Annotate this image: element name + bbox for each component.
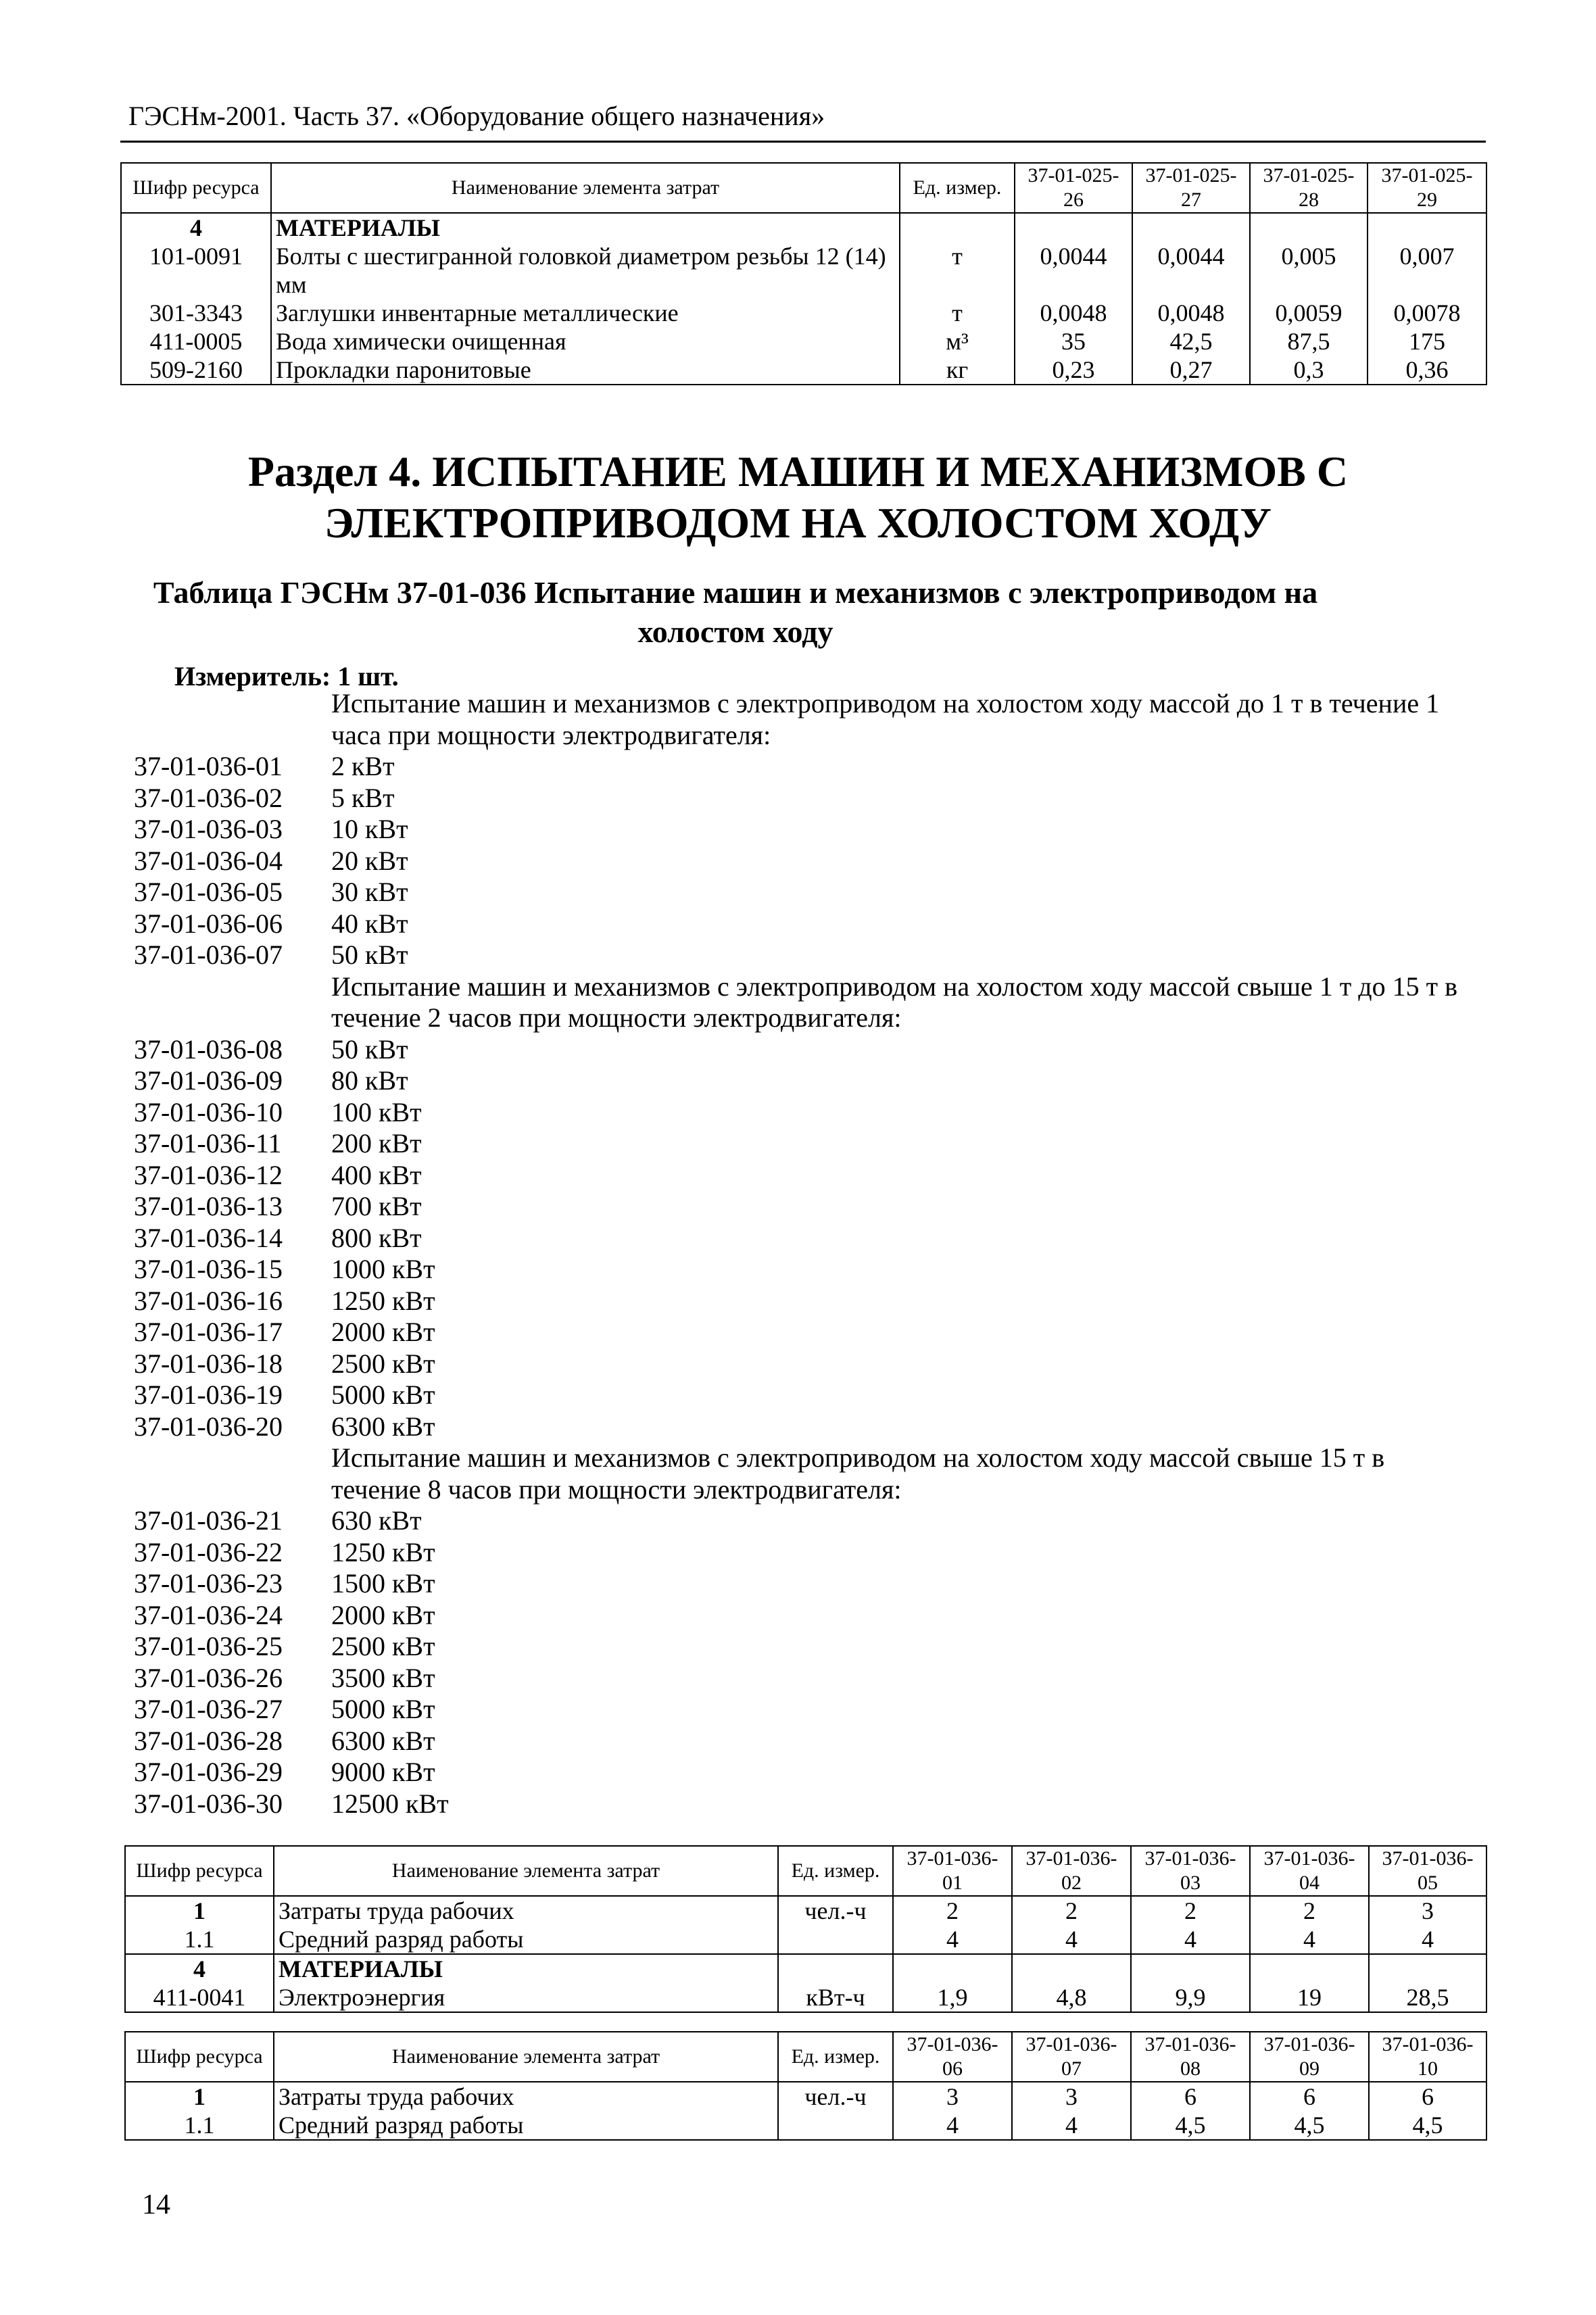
header-col: 37-01-036-05 xyxy=(1369,1846,1486,1896)
item-code: 37-01-036-04 xyxy=(134,845,283,876)
item-value: 1250 кВт xyxy=(331,1536,435,1567)
item-code: 37-01-036-30 xyxy=(134,1788,283,1819)
item-code: 37-01-036-25 xyxy=(134,1631,283,1661)
list-item xyxy=(134,1254,1472,1286)
page-header: ГЭСНм-2001. Часть 37. «Оборудование общего назначения» xyxy=(128,101,825,131)
header-col: 37-01-036-01 xyxy=(893,1846,1012,1896)
header-col: 37-01-025-28 xyxy=(1250,163,1368,213)
list-item xyxy=(134,908,1472,940)
cell-name: Средний разряд работы xyxy=(274,1925,778,1954)
cell-value: 4,8 xyxy=(1012,1983,1131,2012)
item-code: 37-01-036-21 xyxy=(134,1505,283,1536)
item-value: 6300 кВт xyxy=(331,1411,435,1442)
item-value: 2000 кВт xyxy=(331,1599,435,1630)
table-row xyxy=(121,213,1486,242)
item-code: 37-01-036-07 xyxy=(134,940,283,970)
list-item xyxy=(134,1568,1472,1600)
header-name: Наименование элемента затрат xyxy=(274,2032,778,2082)
list-item xyxy=(134,1065,1472,1097)
cell-code: 411-0041 xyxy=(125,1983,274,2012)
item-value: 80 кВт xyxy=(331,1065,408,1096)
list-item xyxy=(134,1505,1472,1537)
item-value: 630 кВт xyxy=(331,1505,422,1536)
cell-code: 1 xyxy=(125,1896,274,1925)
cell-value: 4 xyxy=(1012,2111,1131,2140)
section-title-line: ЭЛЕКТРОПРИВОДОМ НА ХОЛОСТОМ ХОДУ xyxy=(324,499,1272,547)
cell-name: Заглушки инвентарные металлические xyxy=(271,299,900,327)
cell-value: 0,0059 xyxy=(1250,299,1368,327)
item-code: 37-01-036-24 xyxy=(134,1599,283,1630)
item-value: 400 кВт xyxy=(331,1159,422,1190)
list-item xyxy=(134,1097,1472,1129)
table-header-row xyxy=(121,163,1486,213)
cell-value: 4,5 xyxy=(1250,2111,1369,2140)
item-value: 40 кВт xyxy=(331,908,408,939)
item-value: 9000 кВт xyxy=(331,1757,435,1787)
header-col: 37-01-036-09 xyxy=(1250,2032,1369,2082)
cell-name: Болты с шестигранной головкой диаметром резьбы 12 (14) мм xyxy=(271,242,900,299)
item-code: 37-01-036-15 xyxy=(134,1254,283,1284)
item-value: 200 кВт xyxy=(331,1128,422,1159)
header-col: 37-01-036-10 xyxy=(1369,2032,1486,2082)
cell-value xyxy=(1250,1954,1369,1983)
table-title-line: Таблица ГЭСНм 37-01-036 Испытание машин и механизмов с электроприводом на xyxy=(153,575,1318,610)
cell-name: Затраты труда рабочих xyxy=(274,2082,778,2111)
cell-value: 2 xyxy=(1012,1896,1131,1925)
cell-value: 2 xyxy=(1131,1896,1250,1925)
list-item xyxy=(134,1788,1472,1820)
item-value: 2 кВт xyxy=(331,751,395,781)
item-value: 2000 кВт xyxy=(331,1317,435,1347)
meter-label: Измеритель: 1 шт. xyxy=(174,661,399,691)
cell-unit xyxy=(900,213,1015,242)
section-title-line: Раздел 4. ИСПЫТАНИЕ МАШИН И МЕХАНИЗМОВ С xyxy=(247,447,1349,495)
cell-value: 35 xyxy=(1015,327,1132,356)
table-header-row xyxy=(125,1846,1486,1896)
cell-value: 19 xyxy=(1250,1983,1369,2012)
item-code: 37-01-036-17 xyxy=(134,1317,283,1347)
cell-value: 9,9 xyxy=(1131,1983,1250,2012)
header-code: Шифр ресурса xyxy=(121,163,271,213)
cell-value: 0,0048 xyxy=(1132,299,1250,327)
item-value: 100 кВт xyxy=(331,1096,422,1127)
cell-value: 4 xyxy=(893,1925,1012,1954)
item-value: 3500 кВт xyxy=(331,1662,435,1693)
cell-name: Электроэнергия xyxy=(274,1983,778,2012)
cell-value xyxy=(1250,213,1368,242)
item-code: 37-01-036-10 xyxy=(134,1096,283,1127)
resource-table-036-b xyxy=(124,2031,1487,2141)
list-item xyxy=(134,1348,1472,1380)
header-col: 37-01-025-29 xyxy=(1368,163,1486,213)
cell-value: 175 xyxy=(1368,327,1486,356)
cell-value xyxy=(1369,1954,1486,1983)
cell-value: 6 xyxy=(1369,2082,1486,2111)
item-code: 37-01-036-05 xyxy=(134,877,283,907)
list-item xyxy=(134,1663,1472,1695)
list-item xyxy=(134,1128,1472,1160)
item-value: 5000 кВт xyxy=(331,1380,435,1410)
cell-value: 4 xyxy=(893,2111,1012,2140)
cell-unit: чел.-ч xyxy=(778,2082,893,2111)
item-value: 10 кВт xyxy=(331,814,408,844)
list-item xyxy=(134,1160,1472,1192)
item-value: 2500 кВт xyxy=(331,1631,435,1661)
resource-table-025 xyxy=(120,162,1487,385)
cell-unit: кВт-ч xyxy=(778,1983,893,2012)
cell-code: 1.1 xyxy=(125,1925,274,1954)
cell-value: 3 xyxy=(1369,1896,1486,1925)
item-code: 37-01-036-16 xyxy=(134,1285,283,1316)
cell-value: 0,23 xyxy=(1015,356,1132,385)
page-number: 14 xyxy=(142,2189,170,2220)
cell-value: 87,5 xyxy=(1250,327,1368,356)
group-description: Испытание машин и механизмов с электроприводом на холостом ходу массой до 1 т в течение 1 часа при мощности электродвигателя: xyxy=(331,688,1440,750)
group-description: Испытание машин и механизмов с электроприводом на холостом ходу массой свыше 15 т в течение 8 часов при мощности электродвигателя: xyxy=(331,1442,1385,1505)
list-item xyxy=(134,1223,1472,1254)
item-value: 5 кВт xyxy=(331,782,395,813)
cell-value: 0,36 xyxy=(1368,356,1486,385)
item-value: 700 кВт xyxy=(331,1191,422,1221)
cell-value: 2 xyxy=(1250,1896,1369,1925)
cell-value: 0,0044 xyxy=(1015,242,1132,299)
table-row xyxy=(125,1983,1486,2012)
item-code: 37-01-036-18 xyxy=(134,1348,283,1379)
item-code: 37-01-036-22 xyxy=(134,1536,283,1567)
item-code: 37-01-036-28 xyxy=(134,1725,283,1756)
header-unit: Ед. измер. xyxy=(900,163,1015,213)
item-value: 1500 кВт xyxy=(331,1568,435,1599)
cell-value: 28,5 xyxy=(1369,1983,1486,2012)
item-code: 37-01-036-29 xyxy=(134,1757,283,1787)
table-row xyxy=(125,1954,1486,1983)
cell-value xyxy=(1012,1954,1131,1983)
table-row xyxy=(125,1925,1486,1954)
cell-value: 6 xyxy=(1250,2082,1369,2111)
cell-value: 4 xyxy=(1131,1925,1250,1954)
item-value: 6300 кВт xyxy=(331,1725,435,1756)
list-item xyxy=(134,1726,1472,1757)
cell-value: 0,0078 xyxy=(1368,299,1486,327)
cell-value: 0,27 xyxy=(1132,356,1250,385)
cell-value: 0,3 xyxy=(1250,356,1368,385)
list-item xyxy=(134,1411,1472,1443)
item-code: 37-01-036-23 xyxy=(134,1568,283,1599)
table-row xyxy=(121,242,1486,299)
header-col: 37-01-036-06 xyxy=(893,2032,1012,2082)
item-value: 1000 кВт xyxy=(331,1254,435,1284)
list-item xyxy=(134,1537,1472,1569)
cell-code: 411-0005 xyxy=(121,327,271,356)
item-code: 37-01-036-06 xyxy=(134,908,283,939)
item-code: 37-01-036-13 xyxy=(134,1191,283,1221)
item-code: 37-01-036-09 xyxy=(134,1065,283,1096)
table-header-row xyxy=(125,2032,1486,2082)
header-col: 37-01-036-04 xyxy=(1250,1846,1369,1896)
item-value: 12500 кВт xyxy=(331,1788,449,1819)
cell-name: Затраты труда рабочих xyxy=(274,1896,778,1925)
item-value: 2500 кВт xyxy=(331,1348,435,1379)
list-item xyxy=(134,1694,1472,1726)
table-row xyxy=(121,327,1486,356)
cell-value: 0,0044 xyxy=(1132,242,1250,299)
list-item xyxy=(134,751,1472,783)
header-col: 37-01-036-03 xyxy=(1131,1846,1250,1896)
item-code: 37-01-036-19 xyxy=(134,1380,283,1410)
header-divider xyxy=(120,141,1486,143)
item-code: 37-01-036-20 xyxy=(134,1411,283,1442)
cell-code: 4 xyxy=(121,213,271,242)
cell-value: 2 xyxy=(893,1896,1012,1925)
cell-value: 6 xyxy=(1131,2082,1250,2111)
item-value: 1250 кВт xyxy=(331,1285,435,1316)
item-value: 5000 кВт xyxy=(331,1694,435,1724)
cell-value xyxy=(1015,213,1132,242)
list-item xyxy=(134,1380,1472,1411)
item-code: 37-01-036-08 xyxy=(134,1033,283,1065)
table-row xyxy=(125,2111,1486,2140)
item-code: 37-01-036-26 xyxy=(134,1662,283,1693)
cell-unit xyxy=(778,2111,893,2140)
resource-table-036-a xyxy=(124,1845,1487,2013)
header-name: Наименование элемента затрат xyxy=(274,1846,778,1896)
cell-code: 301-3343 xyxy=(121,299,271,327)
group-description: Испытание машин и механизмов с электроприводом на холостом ходу массой свыше 1 т до 15 т в течение 2 часов при мощности электродвигателя: xyxy=(331,971,1457,1033)
cell-value: 4 xyxy=(1250,1925,1369,1954)
cell-unit: чел.-ч xyxy=(778,1896,893,1925)
list-item xyxy=(134,940,1472,971)
cell-unit: т xyxy=(900,242,1015,299)
cell-unit xyxy=(778,1925,893,1954)
item-code: 37-01-036-03 xyxy=(134,814,283,844)
header-code: Шифр ресурса xyxy=(125,1846,274,1896)
item-value: 800 кВт xyxy=(331,1222,422,1253)
cell-value: 0,005 xyxy=(1250,242,1368,299)
cell-value: 4 xyxy=(1012,1925,1131,1954)
list-item xyxy=(134,1317,1472,1348)
cell-value xyxy=(1132,213,1250,242)
work-listing xyxy=(134,688,1472,1820)
cell-code: 4 xyxy=(125,1954,274,1983)
header-code: Шифр ресурса xyxy=(125,2032,274,2082)
item-value: 30 кВт xyxy=(331,877,408,907)
table-title xyxy=(134,573,1337,652)
cell-value xyxy=(893,1954,1012,1983)
header-unit: Ед. измер. xyxy=(778,1846,893,1896)
cell-unit: кг xyxy=(900,356,1015,385)
item-code: 37-01-036-12 xyxy=(134,1159,283,1190)
cell-value: 4,5 xyxy=(1369,2111,1486,2140)
header-col: 37-01-036-07 xyxy=(1012,2032,1131,2082)
table-title-line: холостом ходу xyxy=(637,614,833,649)
cell-value: 3 xyxy=(893,2082,1012,2111)
cell-unit xyxy=(778,1954,893,1983)
cell-value: 0,007 xyxy=(1368,242,1486,299)
list-item xyxy=(134,877,1472,908)
section-title xyxy=(0,446,1596,549)
cell-value: 42,5 xyxy=(1132,327,1250,356)
list-item xyxy=(134,846,1472,877)
header-col: 37-01-036-08 xyxy=(1131,2032,1250,2082)
item-value: 50 кВт xyxy=(331,1033,408,1065)
list-item xyxy=(134,1191,1472,1223)
cell-unit: т xyxy=(900,299,1015,327)
item-value: 20 кВт xyxy=(331,845,408,876)
header-col: 37-01-036-02 xyxy=(1012,1846,1131,1896)
cell-code: 101-0091 xyxy=(121,242,271,299)
table-row xyxy=(121,356,1486,385)
item-code: 37-01-036-14 xyxy=(134,1222,283,1253)
table-row xyxy=(125,2082,1486,2111)
list-item xyxy=(134,814,1472,846)
cell-value xyxy=(1368,213,1486,242)
cell-value: 1,9 xyxy=(893,1983,1012,2012)
item-value: 50 кВт xyxy=(331,940,408,970)
list-item xyxy=(134,1286,1472,1317)
table-row xyxy=(121,299,1486,327)
header-col: 37-01-025-26 xyxy=(1015,163,1132,213)
cell-code: 1.1 xyxy=(125,2111,274,2140)
cell-value: 4,5 xyxy=(1131,2111,1250,2140)
list-item xyxy=(134,1600,1472,1632)
list-item xyxy=(134,783,1472,814)
header-unit: Ед. измер. xyxy=(778,2032,893,2082)
header-name: Наименование элемента затрат xyxy=(271,163,900,213)
item-code: 37-01-036-01 xyxy=(134,751,283,781)
list-item xyxy=(134,1631,1472,1663)
cell-name: Прокладки паронитовые xyxy=(271,356,900,385)
cell-name: МАТЕРИАЛЫ xyxy=(271,213,900,242)
cell-name: МАТЕРИАЛЫ xyxy=(274,1954,778,1983)
cell-name: Средний разряд работы xyxy=(274,2111,778,2140)
cell-value: 0,0048 xyxy=(1015,299,1132,327)
cell-value: 3 xyxy=(1012,2082,1131,2111)
cell-value xyxy=(1131,1954,1250,1983)
table-row xyxy=(125,1896,1486,1925)
item-code: 37-01-036-11 xyxy=(134,1128,282,1159)
list-item xyxy=(134,1757,1472,1788)
item-code: 37-01-036-02 xyxy=(134,782,283,813)
item-code: 37-01-036-27 xyxy=(134,1694,283,1724)
cell-code: 1 xyxy=(125,2082,274,2111)
cell-value: 4 xyxy=(1369,1925,1486,1954)
header-col: 37-01-025-27 xyxy=(1132,163,1250,213)
list-item xyxy=(134,1034,1472,1066)
cell-name: Вода химически очищенная xyxy=(271,327,900,356)
cell-code: 509-2160 xyxy=(121,356,271,385)
cell-unit: м³ xyxy=(900,327,1015,356)
